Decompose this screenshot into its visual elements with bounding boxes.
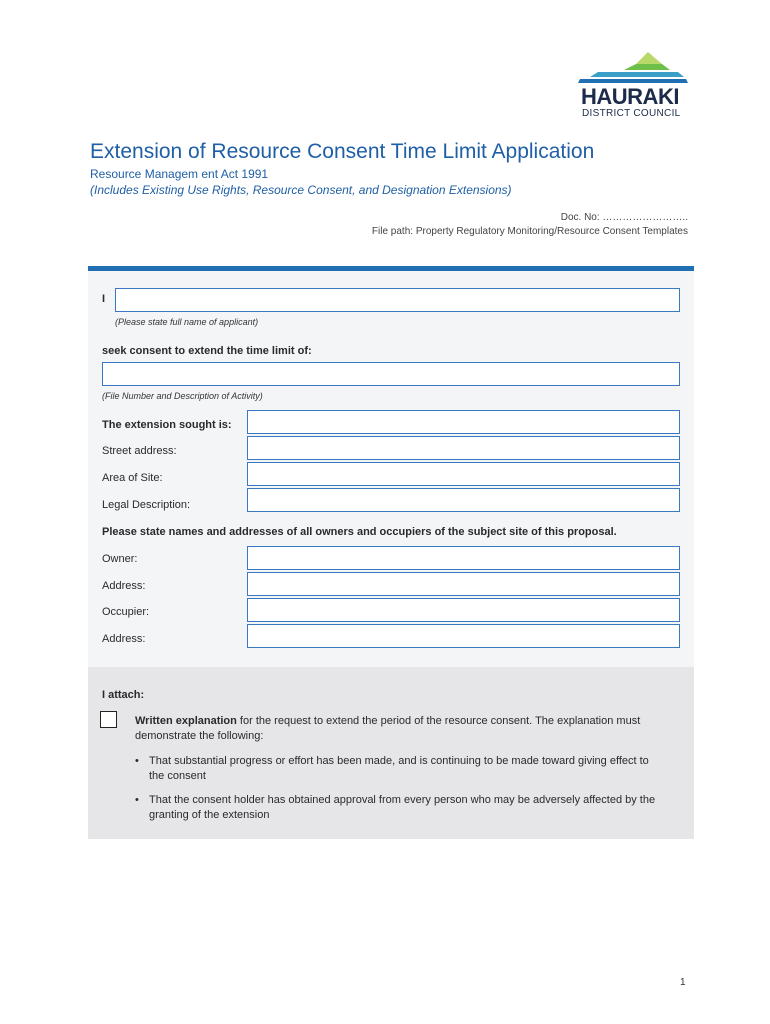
written-explanation-bold: Written explanation xyxy=(135,715,237,727)
logo-subtitle: DISTRICT COUNCIL xyxy=(582,108,681,119)
written-explanation-text xyxy=(135,714,665,744)
extension-sought-field[interactable] xyxy=(247,410,680,434)
logo-name: HAURAKI xyxy=(581,84,679,109)
occupier-label: Occupier: xyxy=(102,606,150,618)
bullet-icon: • xyxy=(135,755,139,767)
area-of-site-label: Area of Site: xyxy=(102,472,163,484)
act-reference: Resource Managem ent Act 1991 xyxy=(90,167,269,181)
file-path: File path: Property Regulatory Monitoring/Resource Consent Templates xyxy=(371,226,688,237)
applicant-hint: (Please state full name of applicant) xyxy=(115,317,259,327)
owner-address-label: Address: xyxy=(102,580,146,592)
list-item xyxy=(135,793,665,823)
written-explanation-checkbox[interactable] xyxy=(100,711,117,728)
occupier-address-field[interactable] xyxy=(247,624,680,648)
page-title: Extension of Resource Consent Time Limit Application xyxy=(90,140,595,163)
owner-address-field[interactable] xyxy=(247,572,680,596)
bullet-text: That the consent holder has obtained approval from every person who may be adversely affected by the granting of the extension xyxy=(149,794,656,821)
occupier-address-label: Address: xyxy=(102,633,146,645)
legal-description-field[interactable] xyxy=(247,488,680,512)
owner-field[interactable] xyxy=(247,546,680,570)
file-number-hint: (File Number and Description of Activity) xyxy=(102,391,263,401)
seek-consent-label: seek consent to extend the time limit of: xyxy=(102,345,312,357)
file-number-field[interactable] xyxy=(102,362,680,386)
street-address-label: Street address: xyxy=(102,445,177,457)
written-explanation-body: for the request to extend the period of the resource consent. The explanation must demonstrate the following: xyxy=(135,715,641,742)
street-address-field[interactable] xyxy=(247,436,680,460)
legal-description-label: Legal Description: xyxy=(102,499,191,511)
owners-heading: Please state names and addresses of all owners and occupiers of the subject site of this proposal. xyxy=(102,526,617,538)
mountain-logo-icon xyxy=(578,50,690,86)
attach-heading: I attach: xyxy=(102,689,145,701)
page-number: 1 xyxy=(680,977,686,988)
occupier-field[interactable] xyxy=(247,598,680,622)
applicant-prefix-label: I xyxy=(102,293,106,305)
bullet-text: That substantial progress or effort has been made, and is continuing to be made toward giving effect to the consent xyxy=(149,755,649,782)
owner-label: Owner: xyxy=(102,553,138,565)
list-item xyxy=(135,754,665,784)
council-logo xyxy=(578,50,690,120)
doc-number: Doc. No: …………………….. xyxy=(560,212,688,223)
bullet-icon: • xyxy=(135,794,139,806)
extension-sought-label: The extension sought is: xyxy=(102,419,232,431)
includes-note: (Includes Existing Use Rights, Resource Consent, and Designation Extensions) xyxy=(90,183,512,197)
applicant-name-field[interactable] xyxy=(115,288,680,312)
area-of-site-field[interactable] xyxy=(247,462,680,486)
